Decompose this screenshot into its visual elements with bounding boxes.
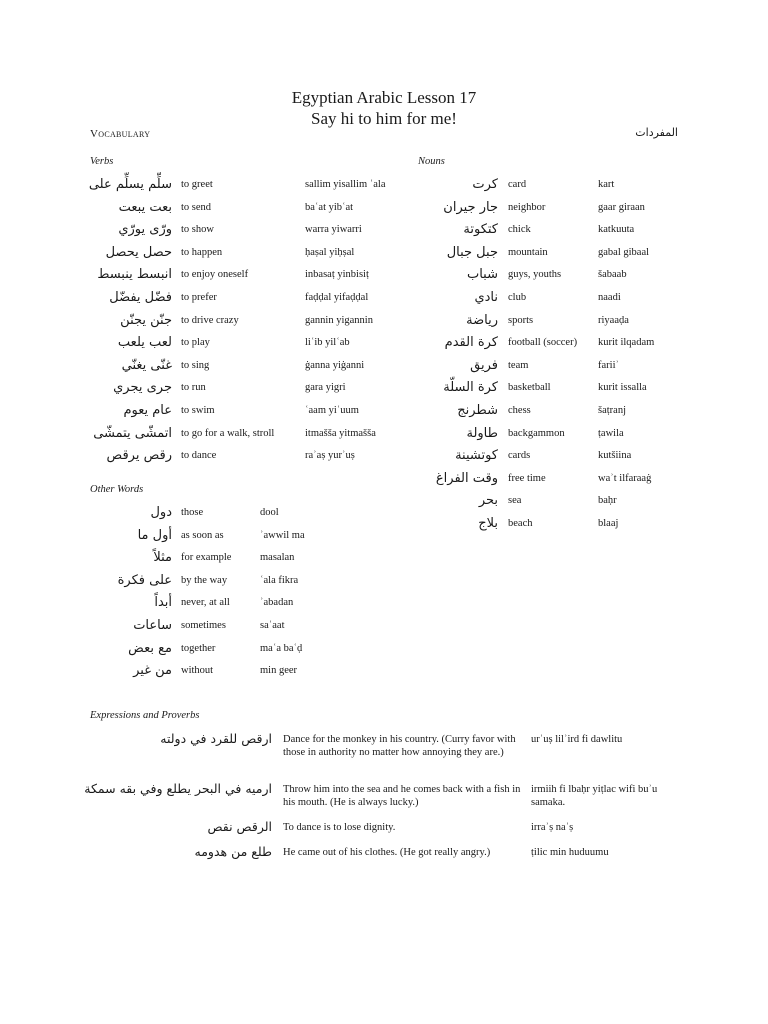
noun-entry-english: football (soccer) (508, 337, 578, 349)
verb-entry-english: to sing (181, 359, 210, 371)
noun-entry-arabic: رياضة (466, 312, 498, 328)
other-word-entry-english: without (181, 665, 214, 677)
noun-entry-english: basketball (508, 382, 551, 394)
noun-entry-transliteration: kart (598, 179, 615, 190)
verb-entry-arabic: بعت يبعت (118, 199, 172, 215)
noun-entry-transliteration: naadi (598, 292, 621, 303)
verb-entry-english: to play (181, 337, 210, 349)
verb-entry-transliteration: itmašša yitmašša (305, 427, 376, 439)
noun-entry-english: club (508, 292, 527, 303)
verb-entry-transliteration: gara yigri (305, 382, 346, 394)
verb-entry-english: to enjoy oneself (181, 269, 249, 281)
noun-entry-english: free time (508, 472, 546, 484)
noun-entry-transliteration: fariiʾ (598, 359, 619, 371)
expression-arabic: ارميه في البحر يطلع وفي بقه سمكة (84, 781, 272, 796)
verb-entry-english: to prefer (181, 292, 217, 303)
verb-entry-arabic: غنّى يغنّي (121, 357, 172, 373)
noun-entry-arabic: بلاج (478, 516, 498, 531)
noun-entry-arabic: كرة السلّة (443, 380, 498, 396)
other-word-entry-english: for example (181, 552, 232, 564)
other-word-entry-english: sometimes (181, 620, 226, 631)
verb-entry-transliteration: warra yiwarri (305, 224, 362, 236)
noun-entry-arabic: طاولة (466, 425, 498, 441)
noun-entry-arabic: فريق (470, 357, 498, 373)
noun-entry-english: chick (508, 224, 531, 236)
nouns-heading: Nouns (418, 156, 445, 167)
noun-entry-transliteration: riyaaḍa (598, 314, 629, 326)
other-words-heading: Other Words (90, 484, 144, 495)
noun-entry-english: card (508, 179, 527, 190)
expressions-heading: Expressions and Proverbs (90, 710, 200, 721)
verb-entry-english: to swim (181, 405, 215, 416)
other-word-entry-english: never, at all (181, 597, 230, 609)
noun-entry-english: sea (508, 495, 522, 507)
lesson-title: Egyptian Arabic Lesson 17 (291, 88, 477, 107)
verb-entry-arabic: رقص يرقص (106, 448, 172, 464)
expression-english: He came out of his clothes. (He got really angry.) (283, 847, 491, 858)
noun-entry-transliteration: waʾt ilfaraaġ (598, 472, 652, 484)
noun-entry-transliteration: gaar giraan (598, 201, 645, 213)
noun-entry-transliteration: šabaab (598, 269, 627, 281)
noun-entry-english: chess (508, 405, 531, 416)
noun-entry-transliteration: šaṭranj (598, 405, 626, 416)
verb-entry-arabic: جنّن يجنّن (120, 312, 172, 328)
expression-transliteration: irraʾṣ naʾṣ (531, 822, 574, 833)
verb-entry-english: to dance (181, 450, 217, 462)
other-word-entry-english: together (181, 642, 216, 654)
verb-entry-arabic: ورّى يورّي (118, 222, 172, 238)
lesson-subtitle: Say hi to him for me! (311, 109, 457, 128)
vocabulary-heading-arabic: المفردات (635, 126, 678, 139)
verb-entry-transliteration: ḥaṣal yiḥṣal (305, 246, 355, 258)
verb-entry-transliteration: liʿib yilʿab (305, 337, 350, 349)
verb-entry-transliteration: sallim yisallim ʿala (305, 179, 386, 190)
noun-entry-transliteration: ṭawila (598, 427, 624, 439)
noun-entry-english: sports (508, 314, 534, 326)
other-word-entry-transliteration: dool (260, 507, 279, 518)
noun-entry-transliteration: baḥr (598, 495, 617, 507)
verb-entry-transliteration: baʿat yibʿat (305, 201, 354, 213)
noun-entry-english: guys, youths (508, 269, 562, 281)
other-word-entry-transliteration: saʿaat (260, 620, 285, 631)
noun-entry-transliteration: kurit issalla (598, 382, 647, 394)
other-word-entry-transliteration: masalan (260, 552, 295, 564)
verb-entry-arabic: جرى يجري (113, 380, 172, 396)
noun-entry-arabic: جار جيران (443, 199, 498, 215)
verb-entry-arabic: حصل يحصل (105, 244, 172, 260)
expression-english: Dance for the monkey in his country. (Curry favor with those in authority no matter how annoying they are.) (283, 734, 516, 758)
noun-entry-english: cards (508, 450, 531, 462)
verb-entry-arabic: انبسط ينبسط (97, 267, 172, 283)
expression-transliteration: ṭilic min huduumu (531, 847, 609, 858)
verbs-heading: Verbs (90, 156, 114, 167)
verb-entry-english: to go for a walk, stroll (181, 427, 275, 439)
verb-entry-arabic: لعب يلعب (117, 335, 172, 351)
noun-entry-arabic: كرة القدم (444, 335, 498, 351)
other-word-entry-arabic: مع بعض (128, 640, 172, 656)
noun-entry-arabic: نادي (474, 290, 498, 305)
other-word-entry-transliteration: ʿala fikra (260, 574, 299, 586)
noun-entry-arabic: شطرنج (457, 403, 498, 418)
other-word-entry-arabic: من غير (133, 663, 172, 679)
verb-entry-transliteration: faḍḍal yifaḍḍal (305, 292, 369, 303)
noun-entry-arabic: كرت (472, 177, 498, 192)
other-word-entry-transliteration: min geer (260, 665, 298, 677)
verb-entry-transliteration: ʿaam yiʿuum (305, 405, 359, 416)
noun-entry-arabic: وقت الفراغ (435, 470, 498, 486)
verb-entry-arabic: سلِّم يسلِّم على (88, 177, 172, 192)
noun-entry-transliteration: gabal gibaal (598, 246, 650, 258)
other-word-entry-transliteration: maʿa baʿḍ (260, 642, 303, 654)
verb-entry-english: to happen (181, 246, 223, 258)
noun-entry-transliteration: kurit ilqadam (598, 337, 655, 349)
noun-entry-transliteration: kutšiina (598, 450, 632, 462)
verb-entry-arabic: اتمشّى يتمشّى (93, 425, 172, 441)
other-word-entry-arabic: مثلاً (153, 550, 172, 566)
noun-entry-english: team (508, 359, 529, 371)
other-word-entry-english: as soon as (181, 529, 224, 541)
noun-entry-english: neighbor (508, 201, 546, 213)
noun-entry-english: mountain (508, 246, 548, 258)
verb-entry-english: to run (181, 382, 206, 394)
noun-entry-english: beach (508, 518, 533, 529)
expression-transliteration: urʾuṣ lilʾird fi dawlitu (531, 734, 623, 745)
verb-entry-english: to show (181, 224, 214, 236)
other-word-entry-transliteration: ʾabadan (260, 597, 294, 609)
expression-english: To dance is to lose dignity. (283, 822, 396, 833)
vocabulary-heading: Vocabulary (90, 128, 151, 140)
expression-arabic: طلع من هدومه (194, 844, 272, 859)
noun-entry-transliteration: blaaj (598, 518, 619, 529)
verb-entry-arabic: فضّل يفضّل (109, 290, 172, 305)
verb-entry-transliteration: ġanna yiġanni (305, 359, 365, 371)
verb-entry-english: to send (181, 201, 212, 213)
verb-entry-arabic: عام يعوم (123, 403, 172, 418)
noun-entry-arabic: جبل جبال (446, 244, 498, 260)
other-word-entry-arabic: أول ما (137, 527, 172, 543)
noun-entry-arabic: شباب (466, 267, 498, 283)
noun-entry-arabic: كتكوتة (463, 222, 498, 238)
other-word-entry-transliteration: ʾawwil ma (260, 529, 305, 541)
verb-entry-transliteration: raʾaṣ yurʾuṣ (305, 450, 355, 462)
other-word-entry-english: by the way (181, 574, 228, 586)
verb-entry-transliteration: inbasaṭ yinbisiṭ (305, 269, 369, 281)
other-word-entry-arabic: على فكرة (117, 572, 172, 588)
expression-arabic: ارقص للقرد في دولته (160, 731, 272, 746)
other-word-entry-arabic: ساعات (133, 618, 172, 633)
noun-entry-arabic: بحر (478, 493, 498, 509)
verb-entry-transliteration: gannin yigannin (305, 314, 373, 326)
other-word-entry-english: those (181, 507, 204, 518)
noun-entry-arabic: كوتشينة (455, 448, 498, 464)
expression-arabic: الرقص نقص (207, 819, 272, 834)
other-word-entry-arabic: أبداً (154, 595, 172, 611)
verb-entry-english: to drive crazy (181, 314, 239, 326)
expression-english: Throw him into the sea and he comes back with a fish in his mouth. (He is always lucky.) (283, 784, 521, 808)
noun-entry-transliteration: katkuuta (598, 224, 635, 236)
noun-entry-english: backgammon (508, 427, 565, 439)
other-word-entry-arabic: دول (150, 505, 172, 520)
expression-transliteration: irmiih fi lbaḥr yiṭlac wifi buʾu samaka. (531, 784, 658, 808)
verb-entry-english: to greet (181, 179, 213, 190)
